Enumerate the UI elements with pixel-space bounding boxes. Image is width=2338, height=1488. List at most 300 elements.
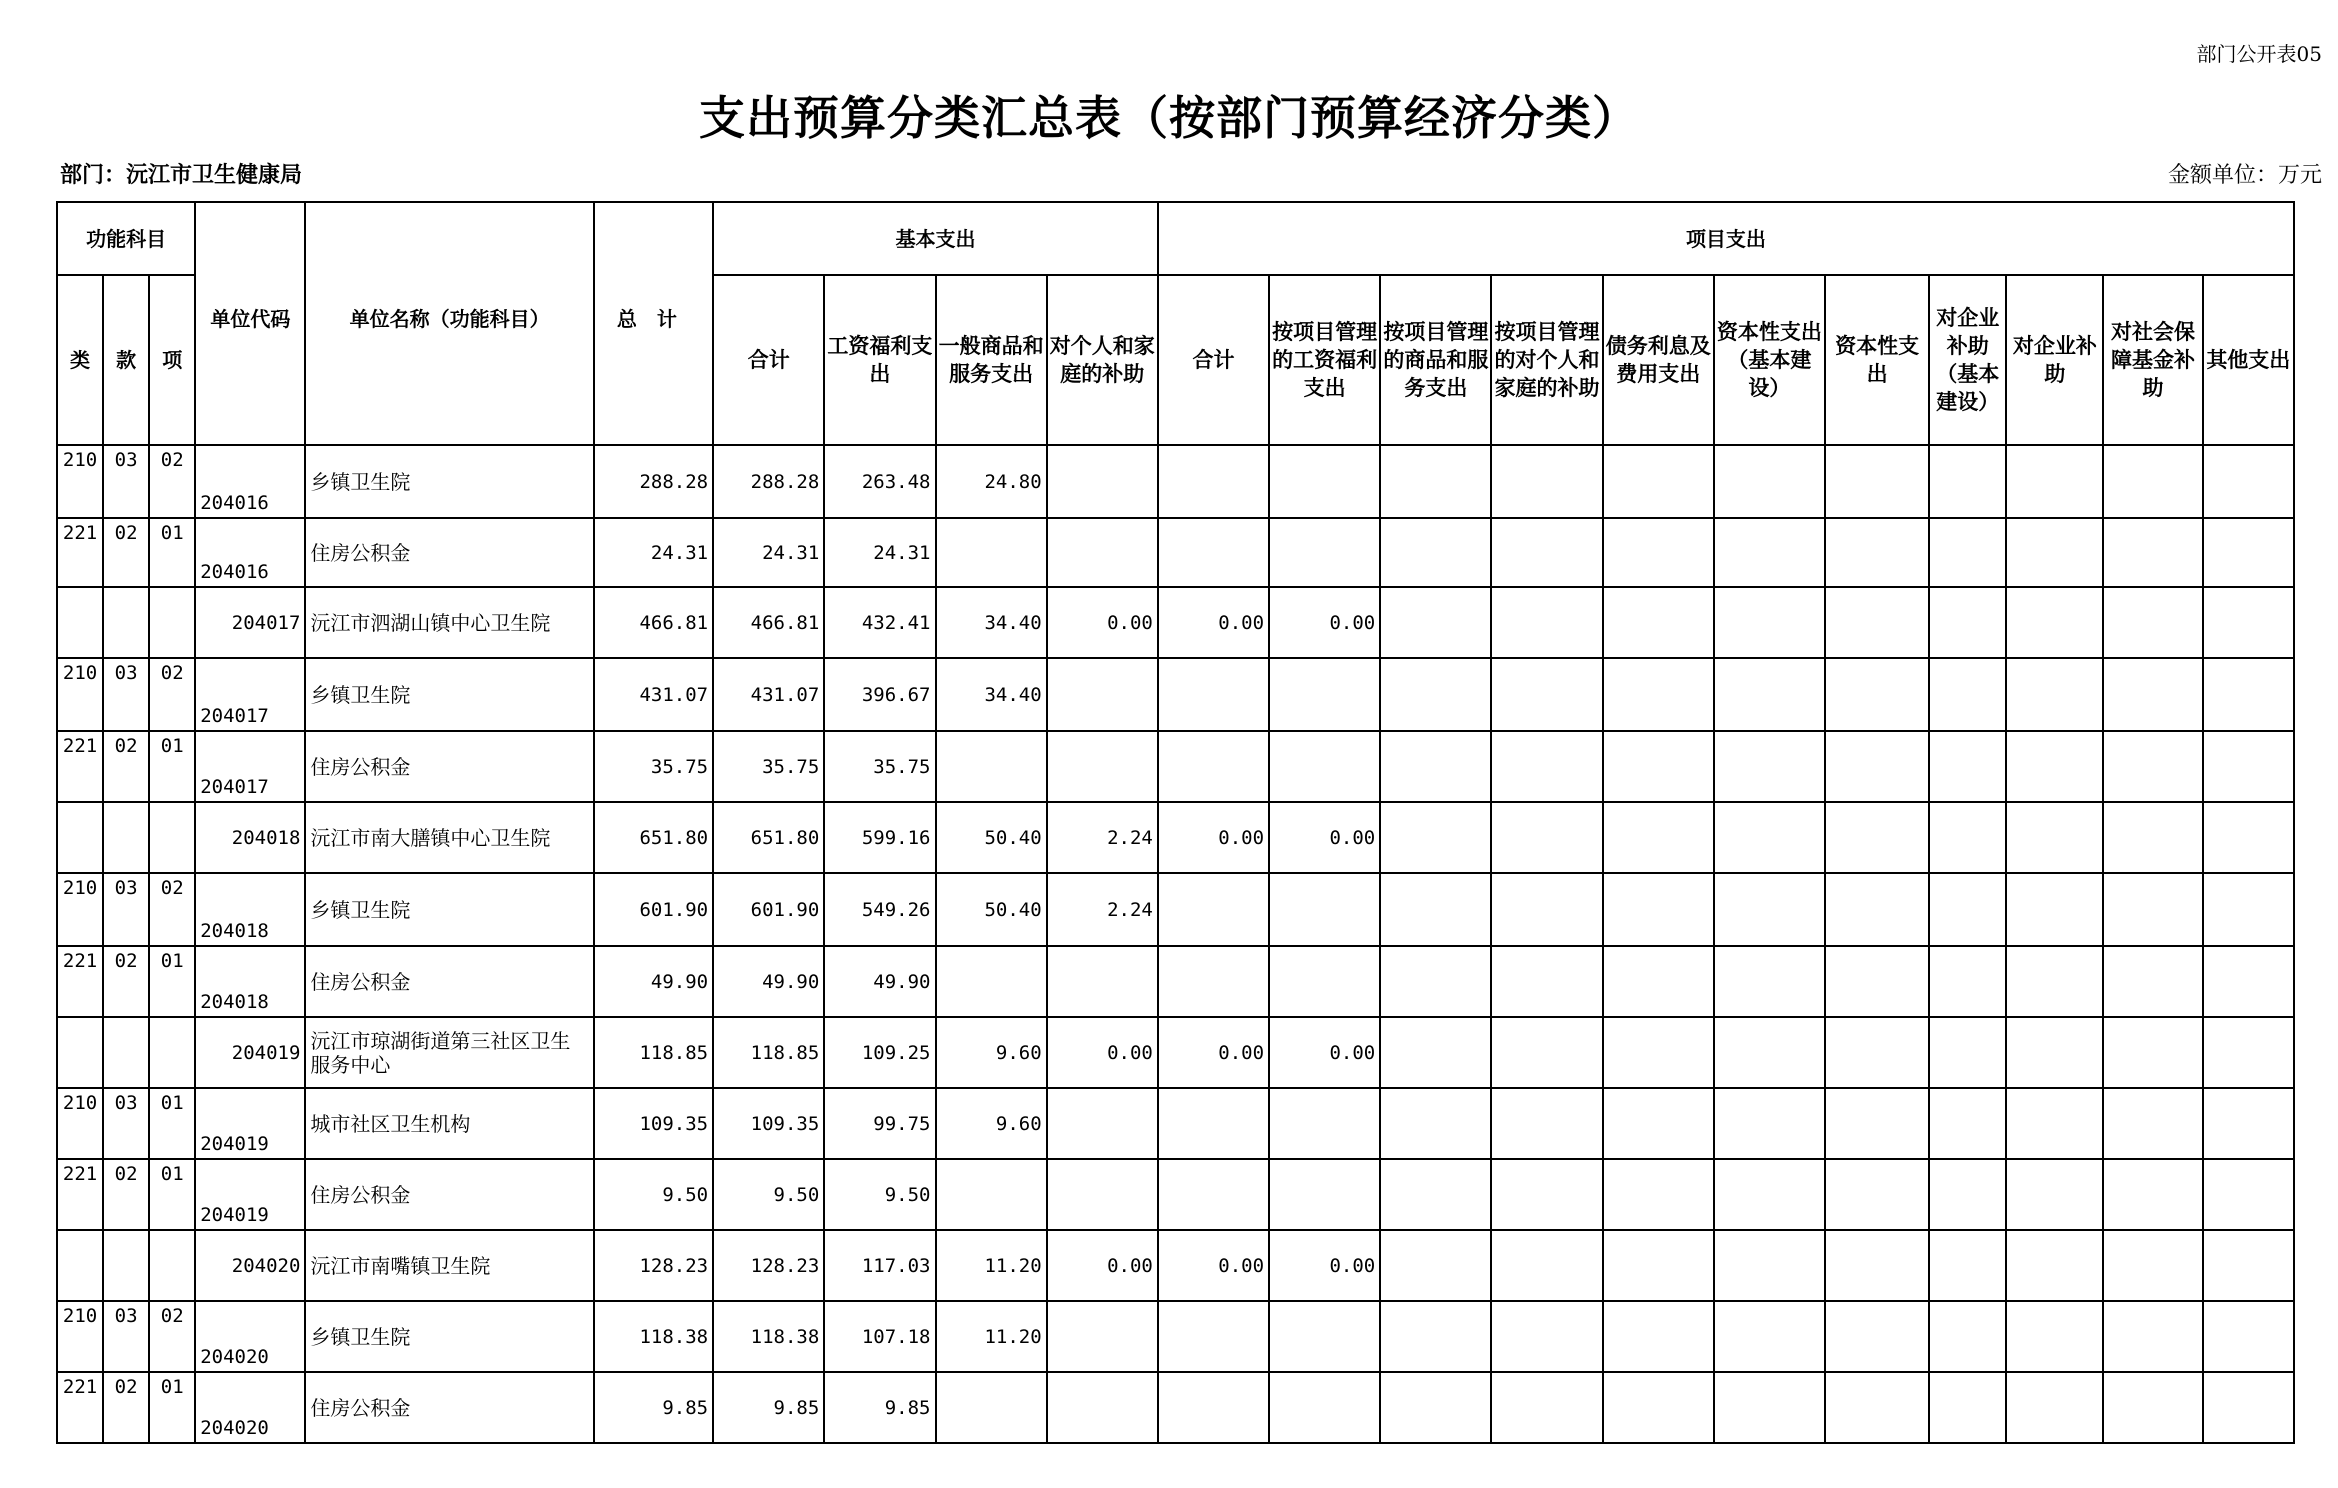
basic-sum-cell: 24.31 — [713, 518, 824, 587]
project-wage-cell: 0.00 — [1269, 1017, 1380, 1088]
basic-goods-cell: 9.60 — [936, 1017, 1047, 1088]
project-empty-cell — [2203, 445, 2294, 518]
project-sum-cell: 0.00 — [1158, 802, 1269, 873]
func-kuan-cell: 03 — [103, 1301, 149, 1372]
unit-code-cell: 204016 — [195, 518, 305, 587]
project-empty-cell — [1825, 1230, 1929, 1301]
basic-personal-cell — [1047, 1372, 1158, 1443]
basic-personal-cell — [1047, 518, 1158, 587]
project-wage-cell — [1269, 518, 1380, 587]
basic-wage-cell: 109.25 — [824, 1017, 935, 1088]
basic-goods-cell — [936, 518, 1047, 587]
project-sum-cell — [1158, 445, 1269, 518]
project-empty-cell — [2006, 873, 2103, 946]
basic-goods-cell: 34.40 — [936, 587, 1047, 658]
func-lei-cell — [57, 587, 103, 658]
project-empty-cell — [2203, 587, 2294, 658]
project-empty-cell — [2203, 731, 2294, 802]
table-row — [57, 946, 2294, 1017]
header-xiang: 项 — [149, 275, 195, 445]
project-empty-cell — [1714, 658, 1825, 731]
unit-code-cell: 204018 — [195, 802, 305, 873]
project-empty-cell — [2006, 1372, 2103, 1443]
header-project-enterprise: 对企业补助 — [2006, 275, 2103, 445]
func-xiang-cell — [149, 587, 195, 658]
basic-wage-cell: 117.03 — [824, 1230, 935, 1301]
header-basic-personal: 对个人和家庭的补助 — [1047, 275, 1158, 445]
unit-code-cell: 204020 — [195, 1372, 305, 1443]
project-empty-cell — [2006, 1301, 2103, 1372]
func-kuan-cell: 03 — [103, 658, 149, 731]
project-sum-cell: 0.00 — [1158, 1230, 1269, 1301]
unit-name-cell: 乡镇卫生院 — [305, 658, 594, 731]
func-kuan-cell — [103, 802, 149, 873]
unit-code-cell: 204017 — [195, 587, 305, 658]
func-kuan-cell: 02 — [103, 1159, 149, 1230]
unit-header-row — [57, 1017, 2294, 1088]
project-empty-cell — [1380, 1017, 1491, 1088]
unit-name-cell: 乡镇卫生院 — [305, 1301, 594, 1372]
basic-goods-cell: 34.40 — [936, 658, 1047, 731]
func-kuan-cell — [103, 587, 149, 658]
project-empty-cell — [2006, 1017, 2103, 1088]
project-empty-cell — [1825, 1017, 1929, 1088]
func-xiang-cell — [149, 1230, 195, 1301]
func-lei-cell: 221 — [57, 518, 103, 587]
basic-sum-cell: 651.80 — [713, 802, 824, 873]
unit-name-cell: 沅江市南大膳镇中心卫生院 — [305, 802, 594, 873]
project-empty-cell — [1825, 445, 1929, 518]
basic-wage-cell: 396.67 — [824, 658, 935, 731]
project-empty-cell — [1491, 802, 1602, 873]
project-empty-cell — [1491, 1230, 1602, 1301]
project-empty-cell — [1491, 1017, 1602, 1088]
unit-name-cell: 住房公积金 — [305, 946, 594, 1017]
project-empty-cell — [1380, 518, 1491, 587]
table-row — [57, 731, 2294, 802]
basic-wage-cell: 107.18 — [824, 1301, 935, 1372]
basic-personal-cell: 2.24 — [1047, 802, 1158, 873]
basic-goods-cell: 9.60 — [936, 1088, 1047, 1159]
project-empty-cell — [2203, 1088, 2294, 1159]
func-kuan-cell — [103, 1017, 149, 1088]
amount-unit-label: 金额单位：万元 — [2167, 163, 2322, 188]
project-wage-cell — [1269, 1159, 1380, 1230]
project-empty-cell — [1603, 1301, 1714, 1372]
total-cell: 601.90 — [594, 873, 713, 946]
func-xiang-cell: 01 — [149, 731, 195, 802]
unit-code-cell: 204020 — [195, 1230, 305, 1301]
func-lei-cell: 210 — [57, 1301, 103, 1372]
func-lei-cell: 210 — [57, 1088, 103, 1159]
project-empty-cell — [1380, 587, 1491, 658]
basic-wage-cell: 9.85 — [824, 1372, 935, 1443]
basic-sum-cell: 9.85 — [713, 1372, 824, 1443]
project-empty-cell — [1380, 802, 1491, 873]
project-empty-cell — [1380, 1230, 1491, 1301]
project-wage-cell — [1269, 1088, 1380, 1159]
total-cell: 118.85 — [594, 1017, 713, 1088]
project-empty-cell — [1380, 445, 1491, 518]
basic-sum-cell: 9.50 — [713, 1159, 824, 1230]
basic-goods-cell: 24.80 — [936, 445, 1047, 518]
table-row — [57, 518, 2294, 587]
header-kuan: 款 — [103, 275, 149, 445]
project-empty-cell — [2006, 731, 2103, 802]
table-row — [57, 1372, 2294, 1443]
header-project-expenditure: 项目支出 — [1158, 202, 2294, 275]
project-empty-cell — [1929, 1301, 2006, 1372]
basic-sum-cell: 49.90 — [713, 946, 824, 1017]
basic-wage-cell: 263.48 — [824, 445, 935, 518]
project-empty-cell — [2103, 518, 2202, 587]
func-lei-cell: 221 — [57, 1372, 103, 1443]
unit-name-cell: 沅江市琼湖街道第三社区卫生服务中心 — [305, 1017, 594, 1088]
header-unit-name: 单位名称（功能科目） — [305, 202, 594, 445]
project-empty-cell — [2203, 518, 2294, 587]
basic-personal-cell — [1047, 731, 1158, 802]
project-empty-cell — [1491, 1301, 1602, 1372]
project-empty-cell — [2103, 1230, 2202, 1301]
project-empty-cell — [1929, 946, 2006, 1017]
basic-personal-cell — [1047, 946, 1158, 1017]
func-xiang-cell: 01 — [149, 1088, 195, 1159]
project-empty-cell — [1929, 1159, 2006, 1230]
func-lei-cell: 221 — [57, 1159, 103, 1230]
project-wage-cell — [1269, 873, 1380, 946]
unit-code-cell: 204016 — [195, 445, 305, 518]
project-empty-cell — [1929, 445, 2006, 518]
basic-goods-cell: 50.40 — [936, 873, 1047, 946]
project-empty-cell — [1491, 731, 1602, 802]
unit-code-cell: 204019 — [195, 1159, 305, 1230]
project-empty-cell — [2006, 587, 2103, 658]
header-project-debt: 债务利息及费用支出 — [1603, 275, 1714, 445]
project-empty-cell — [2203, 1301, 2294, 1372]
unit-code-cell: 204018 — [195, 946, 305, 1017]
project-empty-cell — [1714, 1301, 1825, 1372]
total-cell: 109.35 — [594, 1088, 713, 1159]
header-project-enterprise-construction: 对企业补助（基本建设） — [1929, 275, 2006, 445]
func-xiang-cell: 01 — [149, 946, 195, 1017]
func-xiang-cell: 01 — [149, 1159, 195, 1230]
budget-table — [56, 201, 2295, 1444]
project-sum-cell: 0.00 — [1158, 1017, 1269, 1088]
project-sum-cell — [1158, 1088, 1269, 1159]
project-empty-cell — [1825, 587, 1929, 658]
project-empty-cell — [1491, 658, 1602, 731]
func-xiang-cell: 02 — [149, 658, 195, 731]
project-sum-cell: 0.00 — [1158, 587, 1269, 658]
header-project-social-security: 对社会保障基金补助 — [2103, 275, 2202, 445]
project-wage-cell: 0.00 — [1269, 587, 1380, 658]
func-lei-cell: 221 — [57, 946, 103, 1017]
project-empty-cell — [1714, 802, 1825, 873]
project-wage-cell — [1269, 445, 1380, 518]
basic-personal-cell — [1047, 1159, 1158, 1230]
total-cell: 9.50 — [594, 1159, 713, 1230]
project-empty-cell — [2203, 1230, 2294, 1301]
header-basic-sum: 合计 — [713, 275, 824, 445]
project-empty-cell — [1929, 587, 2006, 658]
project-empty-cell — [1603, 1088, 1714, 1159]
project-wage-cell: 0.00 — [1269, 802, 1380, 873]
project-empty-cell — [2103, 731, 2202, 802]
func-xiang-cell — [149, 1017, 195, 1088]
project-empty-cell — [1491, 946, 1602, 1017]
unit-name-cell: 乡镇卫生院 — [305, 873, 594, 946]
header-project-capital-construction: 资本性支出（基本建设） — [1714, 275, 1825, 445]
basic-goods-cell: 11.20 — [936, 1230, 1047, 1301]
basic-wage-cell: 49.90 — [824, 946, 935, 1017]
project-empty-cell — [2103, 445, 2202, 518]
project-empty-cell — [2203, 658, 2294, 731]
project-empty-cell — [2103, 946, 2202, 1017]
project-sum-cell — [1158, 518, 1269, 587]
project-empty-cell — [1491, 1372, 1602, 1443]
project-empty-cell — [1714, 731, 1825, 802]
project-empty-cell — [1714, 445, 1825, 518]
basic-goods-cell: 50.40 — [936, 802, 1047, 873]
func-lei-cell: 210 — [57, 873, 103, 946]
func-kuan-cell: 02 — [103, 518, 149, 587]
basic-goods-cell — [936, 1372, 1047, 1443]
basic-goods-cell: 11.20 — [936, 1301, 1047, 1372]
func-xiang-cell: 01 — [149, 518, 195, 587]
project-empty-cell — [2006, 946, 2103, 1017]
basic-sum-cell: 118.38 — [713, 1301, 824, 1372]
total-cell: 9.85 — [594, 1372, 713, 1443]
func-lei-cell: 210 — [57, 445, 103, 518]
table-row — [57, 1088, 2294, 1159]
func-kuan-cell — [103, 1230, 149, 1301]
project-empty-cell — [1929, 1088, 2006, 1159]
project-empty-cell — [1825, 658, 1929, 731]
basic-personal-cell: 2.24 — [1047, 873, 1158, 946]
header-project-sum: 合计 — [1158, 275, 1269, 445]
project-empty-cell — [2103, 658, 2202, 731]
header-unit-code: 单位代码 — [195, 202, 305, 445]
project-wage-cell — [1269, 658, 1380, 731]
project-empty-cell — [1929, 658, 2006, 731]
table-row — [57, 873, 2294, 946]
project-empty-cell — [1714, 946, 1825, 1017]
project-empty-cell — [2006, 518, 2103, 587]
project-empty-cell — [2203, 1159, 2294, 1230]
header-project-capital: 资本性支出 — [1825, 275, 1929, 445]
basic-sum-cell: 431.07 — [713, 658, 824, 731]
header-project-goods: 按项目管理的商品和服务支出 — [1380, 275, 1491, 445]
project-sum-cell — [1158, 658, 1269, 731]
header-basic-goods: 一般商品和服务支出 — [936, 275, 1047, 445]
func-xiang-cell: 01 — [149, 1372, 195, 1443]
project-sum-cell — [1158, 731, 1269, 802]
unit-name-cell: 乡镇卫生院 — [305, 445, 594, 518]
basic-goods-cell — [936, 946, 1047, 1017]
project-empty-cell — [1603, 658, 1714, 731]
func-lei-cell — [57, 1230, 103, 1301]
project-empty-cell — [1825, 802, 1929, 873]
project-empty-cell — [1380, 873, 1491, 946]
unit-name-cell: 住房公积金 — [305, 1372, 594, 1443]
project-empty-cell — [2203, 873, 2294, 946]
unit-code-cell: 204017 — [195, 731, 305, 802]
project-empty-cell — [1929, 518, 2006, 587]
project-empty-cell — [1714, 873, 1825, 946]
project-empty-cell — [2103, 587, 2202, 658]
project-sum-cell — [1158, 873, 1269, 946]
project-empty-cell — [1491, 445, 1602, 518]
basic-personal-cell — [1047, 445, 1158, 518]
func-xiang-cell — [149, 802, 195, 873]
basic-wage-cell: 432.41 — [824, 587, 935, 658]
basic-sum-cell: 35.75 — [713, 731, 824, 802]
project-empty-cell — [1929, 731, 2006, 802]
project-empty-cell — [1603, 802, 1714, 873]
func-kuan-cell: 02 — [103, 946, 149, 1017]
func-xiang-cell: 02 — [149, 1301, 195, 1372]
unit-header-row — [57, 1230, 2294, 1301]
project-empty-cell — [1603, 731, 1714, 802]
basic-personal-cell — [1047, 658, 1158, 731]
header-basic-expenditure: 基本支出 — [713, 202, 1158, 275]
project-empty-cell — [1714, 518, 1825, 587]
project-empty-cell — [1714, 1017, 1825, 1088]
project-empty-cell — [1825, 1159, 1929, 1230]
func-kuan-cell: 02 — [103, 731, 149, 802]
project-empty-cell — [1929, 873, 2006, 946]
header-project-wage: 按项目管理的工资福利支出 — [1269, 275, 1380, 445]
unit-name-cell: 住房公积金 — [305, 518, 594, 587]
func-lei-cell — [57, 1017, 103, 1088]
unit-code-cell: 204019 — [195, 1017, 305, 1088]
project-empty-cell — [1603, 1372, 1714, 1443]
project-empty-cell — [2203, 946, 2294, 1017]
project-empty-cell — [2103, 802, 2202, 873]
project-empty-cell — [1929, 1230, 2006, 1301]
project-empty-cell — [1603, 1159, 1714, 1230]
basic-personal-cell — [1047, 1301, 1158, 1372]
project-empty-cell — [2006, 802, 2103, 873]
project-empty-cell — [1491, 873, 1602, 946]
project-empty-cell — [1929, 802, 2006, 873]
project-empty-cell — [2103, 1159, 2202, 1230]
total-cell: 35.75 — [594, 731, 713, 802]
basic-sum-cell: 288.28 — [713, 445, 824, 518]
project-empty-cell — [1603, 1017, 1714, 1088]
total-cell: 651.80 — [594, 802, 713, 873]
project-empty-cell — [1491, 1159, 1602, 1230]
func-kuan-cell: 03 — [103, 445, 149, 518]
project-wage-cell — [1269, 1372, 1380, 1443]
unit-code-cell: 204019 — [195, 1088, 305, 1159]
header-project-other: 其他支出 — [2203, 275, 2294, 445]
project-empty-cell — [1491, 1088, 1602, 1159]
func-kuan-cell: 03 — [103, 873, 149, 946]
project-empty-cell — [1825, 1301, 1929, 1372]
func-xiang-cell: 02 — [149, 445, 195, 518]
unit-name-cell: 住房公积金 — [305, 731, 594, 802]
basic-sum-cell: 466.81 — [713, 587, 824, 658]
project-empty-cell — [1825, 1088, 1929, 1159]
total-cell: 431.07 — [594, 658, 713, 731]
project-empty-cell — [2103, 1088, 2202, 1159]
project-empty-cell — [1491, 518, 1602, 587]
project-empty-cell — [1929, 1372, 2006, 1443]
basic-wage-cell: 24.31 — [824, 518, 935, 587]
unit-name-cell: 城市社区卫生机构 — [305, 1088, 594, 1159]
total-cell: 118.38 — [594, 1301, 713, 1372]
unit-header-row — [57, 802, 2294, 873]
unit-header-row — [57, 587, 2294, 658]
project-wage-cell: 0.00 — [1269, 1230, 1380, 1301]
header-lei: 类 — [57, 275, 103, 445]
basic-sum-cell: 601.90 — [713, 873, 824, 946]
total-cell: 49.90 — [594, 946, 713, 1017]
func-xiang-cell: 02 — [149, 873, 195, 946]
project-empty-cell — [1825, 873, 1929, 946]
project-empty-cell — [2103, 1301, 2202, 1372]
page-title: 支出预算分类汇总表（按部门预算经济分类） — [699, 91, 1639, 145]
project-empty-cell — [1380, 658, 1491, 731]
project-empty-cell — [1380, 946, 1491, 1017]
func-lei-cell: 210 — [57, 658, 103, 731]
unit-code-cell: 204017 — [195, 658, 305, 731]
project-empty-cell — [1491, 587, 1602, 658]
table-row — [57, 445, 2294, 518]
project-empty-cell — [1603, 946, 1714, 1017]
project-empty-cell — [1825, 1372, 1929, 1443]
basic-sum-cell: 109.35 — [713, 1088, 824, 1159]
basic-wage-cell: 35.75 — [824, 731, 935, 802]
basic-wage-cell: 9.50 — [824, 1159, 935, 1230]
project-empty-cell — [1825, 518, 1929, 587]
project-empty-cell — [1825, 731, 1929, 802]
page-code: 部门公开表05 — [2196, 42, 2322, 66]
header-total: 总 计 — [594, 202, 713, 445]
project-sum-cell — [1158, 1301, 1269, 1372]
basic-personal-cell: 0.00 — [1047, 1017, 1158, 1088]
project-empty-cell — [1603, 587, 1714, 658]
total-cell: 288.28 — [594, 445, 713, 518]
basic-sum-cell: 128.23 — [713, 1230, 824, 1301]
project-empty-cell — [1714, 1372, 1825, 1443]
project-wage-cell — [1269, 946, 1380, 1017]
unit-name-cell: 沅江市南嘴镇卫生院 — [305, 1230, 594, 1301]
project-wage-cell — [1269, 1301, 1380, 1372]
project-empty-cell — [2006, 1088, 2103, 1159]
basic-wage-cell: 99.75 — [824, 1088, 935, 1159]
project-empty-cell — [2103, 873, 2202, 946]
project-empty-cell — [1714, 1230, 1825, 1301]
project-sum-cell — [1158, 1159, 1269, 1230]
project-wage-cell — [1269, 731, 1380, 802]
department-label: 部门：沅江市卫生健康局 — [60, 162, 303, 188]
project-empty-cell — [1714, 1088, 1825, 1159]
basic-personal-cell: 0.00 — [1047, 587, 1158, 658]
project-empty-cell — [2006, 1159, 2103, 1230]
project-empty-cell — [2103, 1017, 2202, 1088]
basic-personal-cell: 0.00 — [1047, 1230, 1158, 1301]
func-lei-cell — [57, 802, 103, 873]
project-empty-cell — [1825, 946, 1929, 1017]
project-empty-cell — [1603, 873, 1714, 946]
project-empty-cell — [2006, 445, 2103, 518]
basic-goods-cell — [936, 731, 1047, 802]
project-empty-cell — [1380, 731, 1491, 802]
project-sum-cell — [1158, 1372, 1269, 1443]
unit-name-cell: 住房公积金 — [305, 1159, 594, 1230]
